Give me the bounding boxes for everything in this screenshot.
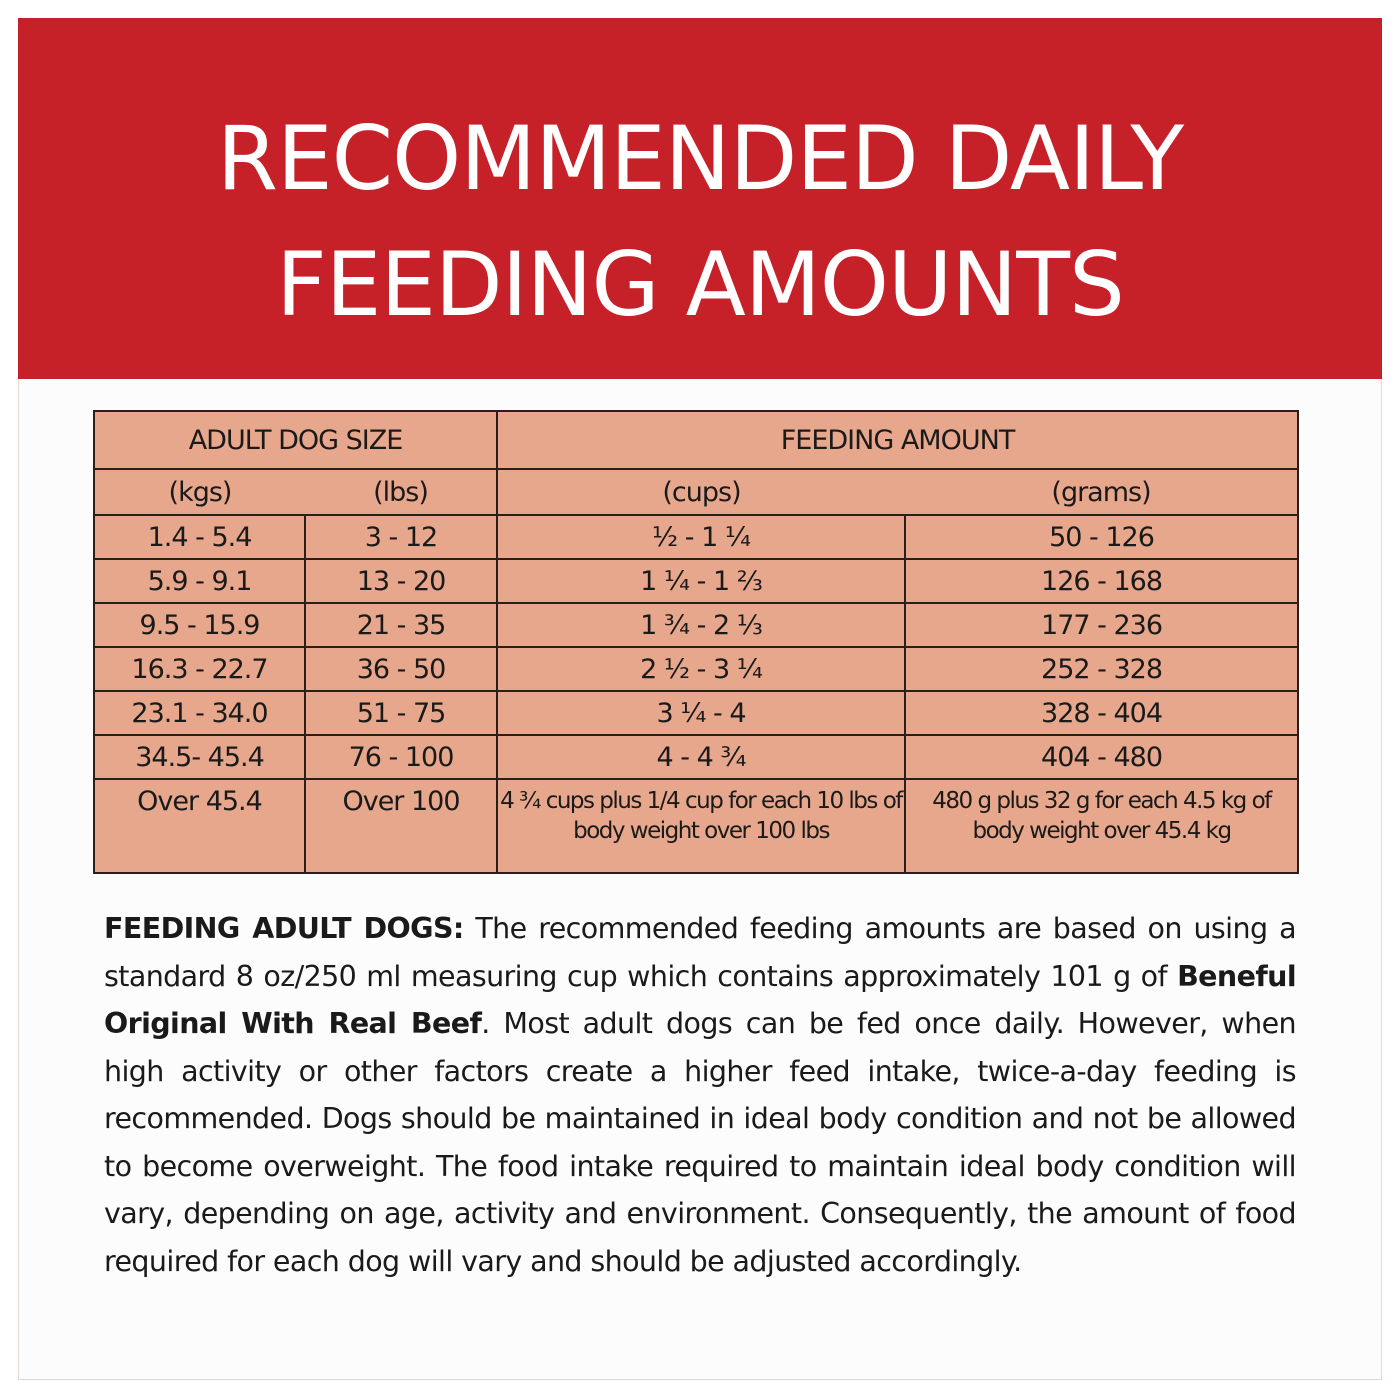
cell-cups: 4 - 4 ¾ bbox=[497, 735, 905, 779]
cell-lbs: 36 - 50 bbox=[305, 647, 497, 691]
cell-kgs: Over 45.4 bbox=[94, 779, 305, 873]
header-grams: (grams) bbox=[905, 469, 1298, 515]
cell-lbs: 13 - 20 bbox=[305, 559, 497, 603]
cell-cups: ½ - 1 ¼ bbox=[497, 515, 905, 559]
title-line-1: RECOMMENDED DAILY bbox=[216, 107, 1184, 210]
description-lead: FEEDING ADULT DOGS: bbox=[104, 912, 464, 945]
table-row bbox=[94, 691, 1298, 735]
table-row bbox=[94, 735, 1298, 779]
table-row bbox=[94, 647, 1298, 691]
cell-kgs: 23.1 - 34.0 bbox=[94, 691, 305, 735]
cell-grams: 480 g plus 32 g for each 4.5 kg of body weight over 45.4 kg bbox=[905, 779, 1298, 873]
table-unit-header-row bbox=[94, 469, 1298, 515]
cell-cups: 1 ¾ - 2 ⅓ bbox=[497, 603, 905, 647]
title-line-2: FEEDING AMOUNTS bbox=[276, 233, 1124, 336]
cell-kgs: 1.4 - 5.4 bbox=[94, 515, 305, 559]
cell-cups: 3 ¼ - 4 bbox=[497, 691, 905, 735]
header-lbs: (lbs) bbox=[305, 469, 497, 515]
cell-grams: 177 - 236 bbox=[905, 603, 1298, 647]
table-row bbox=[94, 603, 1298, 647]
cell-grams: 126 - 168 bbox=[905, 559, 1298, 603]
table-row bbox=[94, 779, 1298, 873]
cell-lbs: 76 - 100 bbox=[305, 735, 497, 779]
description-text-1: The recommended feeding amounts are based on using a standard 8 oz/250 ml measuring cup which contains approximately 101 g of bbox=[104, 912, 1296, 993]
table-group-header-row bbox=[94, 411, 1298, 469]
cell-cups: 1 ¼ - 1 ⅔ bbox=[497, 559, 905, 603]
cell-kgs: 9.5 - 15.9 bbox=[94, 603, 305, 647]
title-banner bbox=[18, 18, 1382, 379]
cell-cups: 4 ¾ cups plus 1/4 cup for each 10 lbs of body weight over 100 lbs bbox=[497, 779, 905, 873]
header-kgs: (kgs) bbox=[94, 469, 305, 515]
cell-kgs: 16.3 - 22.7 bbox=[94, 647, 305, 691]
cell-cups: 2 ½ - 3 ¼ bbox=[497, 647, 905, 691]
table-row bbox=[94, 515, 1298, 559]
cell-grams: 328 - 404 bbox=[905, 691, 1298, 735]
page-title bbox=[18, 18, 1382, 348]
table-row bbox=[94, 559, 1298, 603]
cell-lbs: 21 - 35 bbox=[305, 603, 497, 647]
cell-kgs: 5.9 - 9.1 bbox=[94, 559, 305, 603]
header-cups: (cups) bbox=[497, 469, 905, 515]
cell-lbs: 3 - 12 bbox=[305, 515, 497, 559]
feeding-description bbox=[104, 905, 1296, 1285]
cell-lbs: Over 100 bbox=[305, 779, 497, 873]
cell-lbs: 51 - 75 bbox=[305, 691, 497, 735]
header-feeding-amount: FEEDING AMOUNT bbox=[497, 411, 1298, 469]
description-text-2: . Most adult dogs can be fed once daily. However, when high activity or other factors create a higher feed intake, twice-a-day feeding is recommended. Dogs should be maintained in ideal body condition and not be allowed to become overweight. The food intake required to maintain ideal body condition will vary, depending on age, activity and environment. Consequently, the amount of food required for each dog will vary and should be adjusted accordingly. bbox=[104, 1007, 1296, 1278]
product-name: Beneful Original With Real Beef bbox=[104, 959, 1296, 1040]
cell-grams: 50 - 126 bbox=[905, 515, 1298, 559]
cell-grams: 252 - 328 bbox=[905, 647, 1298, 691]
feeding-table bbox=[93, 410, 1299, 874]
cell-grams: 404 - 480 bbox=[905, 735, 1298, 779]
header-adult-dog-size: ADULT DOG SIZE bbox=[94, 411, 497, 469]
cell-kgs: 34.5- 45.4 bbox=[94, 735, 305, 779]
